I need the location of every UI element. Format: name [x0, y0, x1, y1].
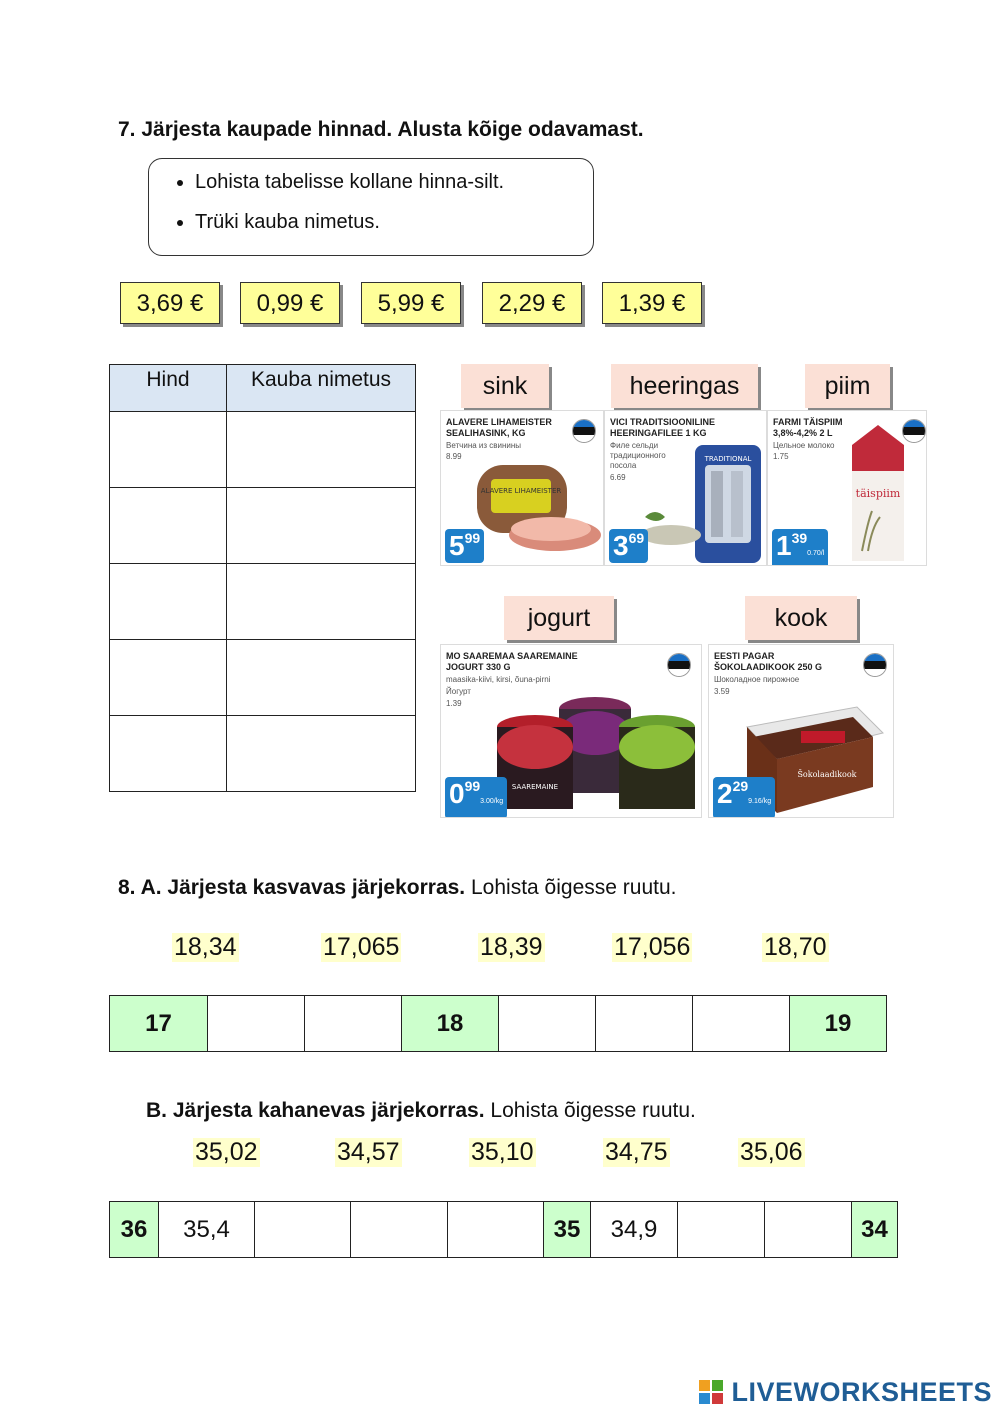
task8a-title: 8. A. Järjesta kasvavas järjekorras. Lohista õigesse ruutu. [118, 876, 677, 899]
col-header-name: Kauba nimetus [227, 365, 416, 412]
price-tag[interactable]: 2,29 € [482, 282, 582, 324]
price-tag[interactable]: 3,69 € [120, 282, 220, 324]
price-drop-cell[interactable] [110, 488, 227, 564]
price-drop-cell[interactable] [110, 564, 227, 640]
product-card-piim [767, 410, 927, 566]
instructions-box [148, 158, 594, 256]
product-card-sink [440, 410, 604, 566]
product-brand: FARMI TÄISPIIM 3,8%-4,2% 2 L [773, 417, 843, 438]
price-badge: $2^{29}9.16/kg$ [713, 777, 775, 818]
drop-cell[interactable] [448, 1202, 544, 1258]
drop-cell[interactable] [693, 996, 790, 1052]
ascending-number-line [109, 995, 887, 1052]
task8b-title: B. Järjesta kahanevas järjekorras. Lohista õigesse ruutu. [146, 1099, 696, 1122]
product-brand: MO SAAREMAA SAAREMAINE JOGURT 330 G [446, 651, 578, 672]
word-tag-kook: kook [745, 596, 857, 640]
anchor-cell: 34 [852, 1202, 898, 1258]
name-input-cell[interactable] [227, 564, 416, 640]
price-order-table [109, 364, 416, 792]
product-desc: Цельное молоко [773, 441, 835, 450]
product-old-price: 1.39 [446, 699, 462, 708]
price-drop-cell[interactable] [110, 640, 227, 716]
product-desc: Филе сельди традиционного посола [610, 441, 666, 470]
milk-package-label: täispiim [855, 487, 901, 500]
drop-cell[interactable] [208, 996, 305, 1052]
product-card-kook [708, 644, 894, 818]
drop-cell[interactable] [305, 996, 402, 1052]
col-header-price: Hind [110, 365, 227, 412]
product-card-heeringas [604, 410, 767, 566]
product-old-price: 3.59 [714, 687, 730, 696]
word-tag-sink: sink [461, 364, 549, 408]
drop-cell[interactable] [765, 1202, 852, 1258]
product-old-price: 8.99 [446, 452, 462, 461]
anchor-cell: 35 [544, 1202, 591, 1258]
estonia-flag-icon [572, 419, 596, 443]
yogurt-package-label: SAAREMAINE [511, 783, 559, 791]
reference-cell: 34,9 [591, 1202, 678, 1258]
word-tag-jogurt: jogurt [504, 596, 614, 640]
name-input-cell[interactable] [227, 640, 416, 716]
reference-cell: 35,4 [159, 1202, 255, 1258]
product-desc: Шоколадное пирожное [714, 675, 800, 684]
price-tag[interactable]: 5,99 € [361, 282, 461, 324]
word-tag-piim: piim [805, 364, 890, 408]
number-tag[interactable]: 17,056 [614, 933, 691, 961]
herring-image [635, 441, 765, 566]
estonia-flag-icon [667, 653, 691, 677]
price-badge: $3^{69}$ [609, 529, 648, 563]
name-input-cell[interactable] [227, 716, 416, 792]
product-brand: VICI TRADITSIOONILINE HEERINGAFILEE 1 KG [610, 417, 716, 438]
anchor-cell: 19 [790, 996, 887, 1052]
price-drop-cell[interactable] [110, 412, 227, 488]
price-tag[interactable]: 1,39 € [602, 282, 702, 324]
product-desc: maasika-kiivi, kirsi, õuna-pirni [446, 675, 551, 684]
herring-package-label: TRADITIONAL [704, 455, 752, 463]
cake-package-label: Šokolaadikook [797, 770, 857, 779]
price-badge: $5^{99}$ [445, 529, 484, 563]
number-tag[interactable]: 18,39 [480, 933, 543, 961]
price-tag[interactable]: 0,99 € [240, 282, 340, 324]
word-tag-heeringas: heeringas [611, 364, 758, 408]
number-tag[interactable]: 18,34 [174, 933, 237, 961]
ham-package-label: ALAVERE LIHAMEISTER [480, 487, 562, 495]
price-badge: $1^{39}0.70/l$ [772, 529, 828, 566]
product-desc-ru: Йогурт [446, 687, 471, 696]
anchor-cell: 18 [402, 996, 499, 1052]
yogurt-image [491, 693, 702, 818]
name-input-cell[interactable] [227, 412, 416, 488]
number-tag[interactable]: 17,065 [323, 933, 400, 961]
product-desc: Ветчина из свинины [446, 441, 522, 450]
number-tag[interactable]: 35,06 [740, 1138, 803, 1166]
name-input-cell[interactable] [227, 488, 416, 564]
liveworksheets-logo-icon [699, 1380, 723, 1404]
number-tag[interactable]: 35,10 [471, 1138, 534, 1166]
number-tag[interactable]: 35,02 [195, 1138, 258, 1166]
number-tag[interactable]: 34,75 [605, 1138, 668, 1166]
drop-cell[interactable] [499, 996, 596, 1052]
task7-title: 7. Järjesta kaupade hinnad. Alusta kõige odavamast. [118, 118, 644, 141]
price-drop-cell[interactable] [110, 716, 227, 792]
anchor-cell: 36 [110, 1202, 159, 1258]
drop-cell[interactable] [678, 1202, 765, 1258]
drop-cell[interactable] [596, 996, 693, 1052]
product-brand: ALAVERE LIHAMEISTER SEALIHASINK, KG [446, 417, 552, 438]
drop-cell[interactable] [255, 1202, 351, 1258]
number-tag[interactable]: 18,70 [764, 933, 827, 961]
drop-cell[interactable] [351, 1202, 448, 1258]
product-old-price: 6.69 [610, 473, 626, 482]
descending-number-line [109, 1201, 898, 1258]
instruction-drag: • Lohista tabelisse kollane hinna-silt. [195, 171, 593, 194]
product-card-jogurt [440, 644, 702, 818]
product-brand: EESTI PAGAR ŠOKOLAADIKOOK 250 G [714, 651, 823, 672]
milk-carton-image [842, 423, 916, 566]
number-tag[interactable]: 34,57 [337, 1138, 400, 1166]
instruction-type: • Trüki kauba nimetus. [195, 211, 593, 234]
anchor-cell: 17 [110, 996, 208, 1052]
liveworksheets-logo: LIVEWORKSHEETS [699, 1377, 992, 1408]
estonia-flag-icon [863, 653, 887, 677]
product-old-price: 1.75 [773, 452, 789, 461]
price-badge: $0^{99}3.00/kg$ [445, 777, 507, 818]
